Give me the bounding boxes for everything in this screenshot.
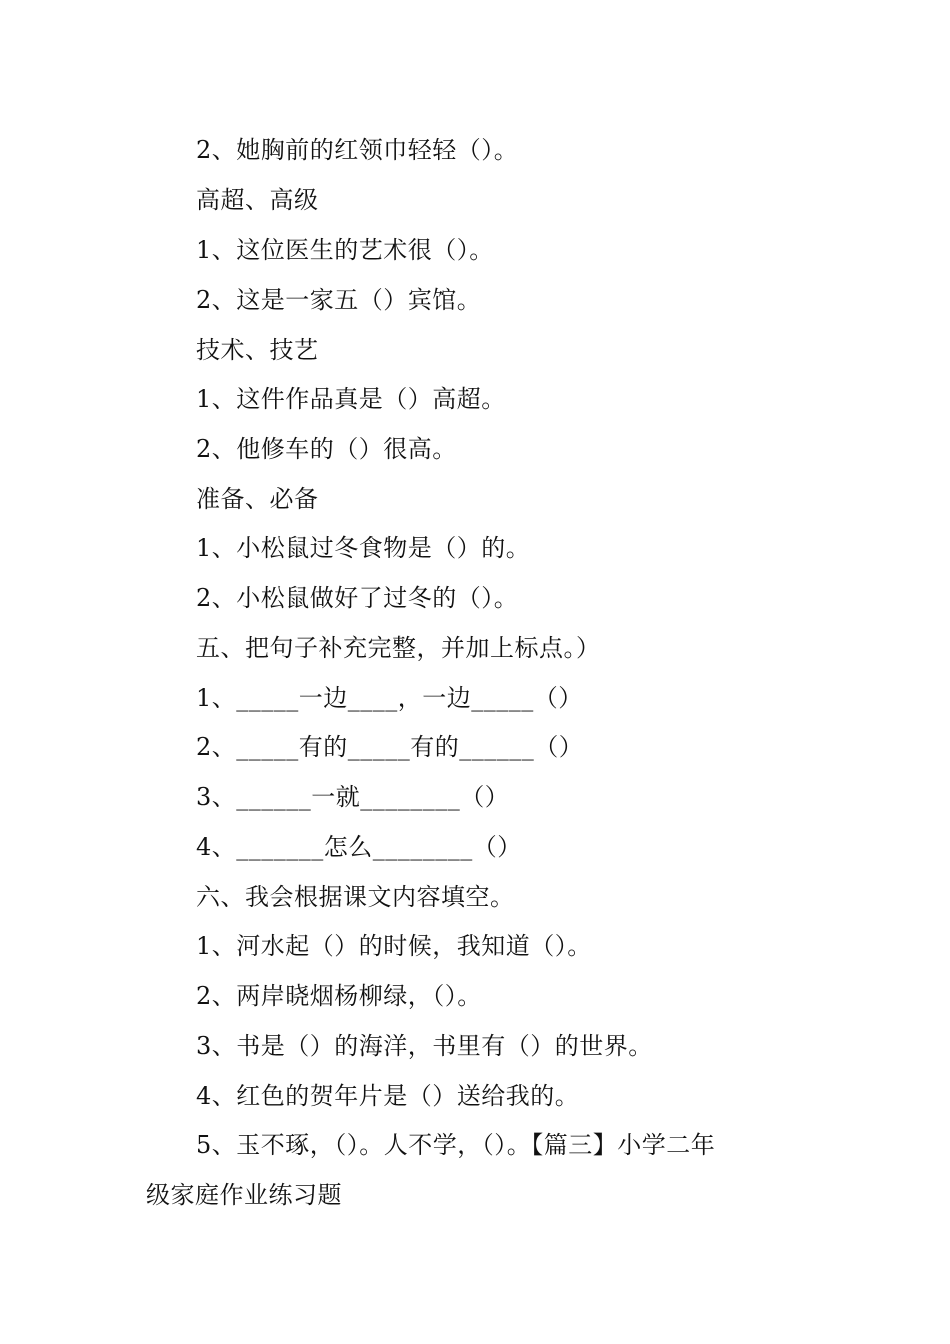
text-line: 4、_______怎么________（）: [196, 833, 522, 861]
text-line: 3、书是（）的海洋，书里有（）的世界。: [196, 1032, 653, 1060]
text-line: 3、______一就________（）: [196, 783, 510, 811]
text-line: 2、小松鼠做好了过冬的（）。: [196, 584, 519, 612]
text-line: 1、这件作品真是（）高超。: [196, 385, 506, 413]
section-heading: 准备、必备: [196, 485, 319, 513]
text-line: 2、_____有的_____有的______（）: [196, 733, 584, 761]
text-line: 5、玉不琢，（）。人不学，（）。【篇三】小学二年: [196, 1131, 716, 1159]
text-line: 2、这是一家五（）宾馆。: [196, 286, 482, 314]
section-heading: 技术、技艺: [196, 336, 319, 364]
text-line: 2、两岸晓烟杨柳绿，（）。: [196, 982, 482, 1010]
text-line: 1、小松鼠过冬食物是（）的。: [196, 534, 531, 562]
text-line: 1、这位医生的艺术很（）。: [196, 236, 494, 264]
text-line: 2、她胸前的红领巾轻轻（）。: [196, 136, 519, 164]
section-heading: 五、把句子补充完整，并加上标点。）: [196, 634, 601, 662]
section-heading: 六、我会根据课文内容填空。: [196, 883, 515, 911]
text-line: 2、他修车的（）很高。: [196, 435, 457, 463]
text-line: 1、河水起（）的时候，我知道（）。: [196, 932, 592, 960]
text-line: 级家庭作业练习题: [146, 1181, 342, 1209]
text-line: 4、红色的贺年片是（）送给我的。: [196, 1082, 580, 1110]
section-heading: 高超、高级: [196, 186, 319, 214]
text-line: 1、_____一边____，一边_____（）: [196, 684, 583, 712]
